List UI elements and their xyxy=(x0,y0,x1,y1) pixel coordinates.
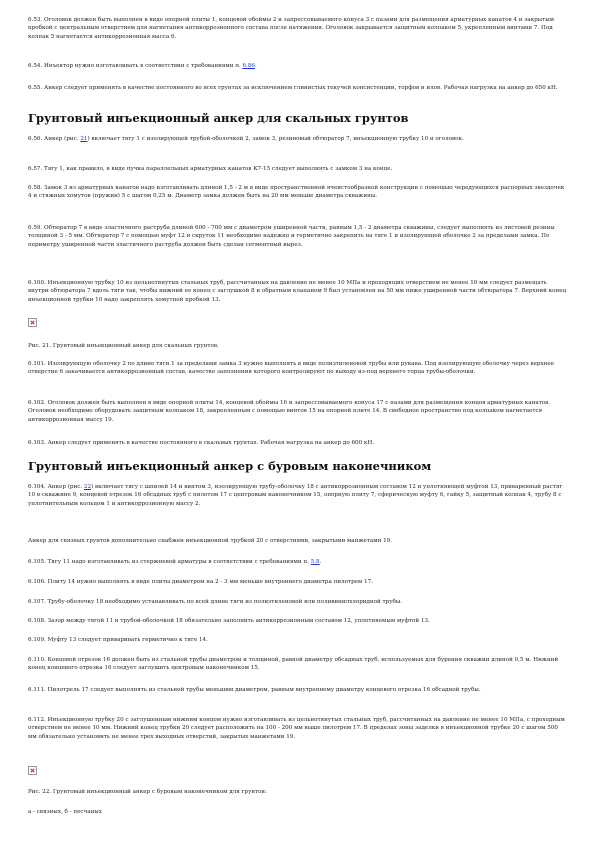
paragraph-6-110: 6.110. Концевой отрезок 16 должен быть из стальной трубы диаметром и толщиной, равной диаметру обсадных труб, используемых для бурения скважин длиной 0,5 м. Нижний конец концевого отрезка 16 следует заглушить центровым наконечником 15. xyxy=(28,657,559,672)
paragraph-6-112: 6.112. Инъекционную трубку 20 с заглушенным нижним концом нужно изготавливать из цельнотянутых стальных труб, рассчитанных на давление не менее 10 МПа, с проходным отверстием не менее 10 мм. Нижний конец трубки 20 следует расположить на 100 - 200 мм выше пилотрем 17. В пределах зоны заделки в инъекционной трубке 20 с шагом 500 мм обязательно установить не менее трех выходных отверстий, закрытых манжетами 19. xyxy=(28,717,565,740)
paragraph-6-57: 6.57. Тягу 1, как правило, в виде пучка параллельных арматурных канатов К7-15 следует выполнять с замком 3 на конце. xyxy=(28,166,393,172)
link-figure-22[interactable]: 22 xyxy=(83,484,92,490)
link-5-8[interactable]: 5.8 xyxy=(310,559,320,565)
paragraph-6-100: 6.100. Инъекционную трубку 10 из цельнотянутых стальных труб, рассчитанных на давление не менее 10 МПа и проходящих отверстием не менее 10 мм следует размещать внутри обтюратора 7 вдоль тяги так, чтобы нижний ее конец с заглушкой 8 и обратным клапаном 9 был установлен на 50 мм ниже уширенной части обтюратора 7. Верхний конец инъекционной трубки 10 надо закреплять хомутной пробкой 13. xyxy=(28,280,567,303)
paragraph-6-108: 6.108. Зазор между тягой 11 и трубой-оболочкой 18 обязательно заполнить антикоррозионным составом 12, уплотняемым муфтой 13. xyxy=(28,618,430,624)
figure-22-broken-image-icon xyxy=(28,766,37,775)
paragraph-6-106: 6.106. Плиту 14 нужно выполнять в виде плиты диаметром на 2 - 3 мм меньше внутреннего диаметра пилотрем 17. xyxy=(28,579,373,585)
figure-22-legend: а - связных, б - песчаных xyxy=(28,809,102,815)
link-6-86[interactable]: 6.86 xyxy=(242,63,255,69)
figure-22-caption: Рис. 22. Грунтовый инъекционный анкер с буровым наконечником для грунтов: xyxy=(28,789,267,795)
paragraph-6-53: 6.53. Оголовок должен быть выполнен в виде опорной плиты 1, концевой обоймы 2 и запрессовываемого конуса 3 с пазами для размещения арматурных канатов 4 и закрытым пробкой с центральным отверстием для нагнетания антикоррозионного состава после натяжения. Оголовок закрывается защитным колпаком 5, укрепленным винтами 7. Под колпак 5 нагнетается антикоррозионная масса 6. xyxy=(28,17,555,40)
figure-21-broken-image-icon xyxy=(28,318,37,327)
paragraph-6-104-cohesive: Анкер для связных грунтов дополнительно снабжен инъекционной трубкой 20 с отверстиями, закрытыми манжетами 19. xyxy=(28,538,393,544)
paragraph-6-103: 6.103. Анкер следует применять в качестве постоянного в скальных грунтах. Рабочая нагрузка на анкер до 600 кН. xyxy=(28,440,375,446)
paragraph-6-105: 6.105. Тягу 11 надо изготавливать из стержневой арматуры в соответствии с требованиями п. 5.8. xyxy=(28,559,322,565)
figure-21-caption: Рис. 21. Грунтовый инъекционный анкер для скальных грунтов. xyxy=(28,343,219,349)
paragraph-6-109: 6.109. Муфту 13 следует приваривать герметично к тяге 14. xyxy=(28,637,208,643)
paragraph-6-59: 6.59. Обтюратор 7 в виде эластичного раструба длиной 600 - 700 мм с диаметром уширенной части, равным 1,5 - 2 диаметра скважины, следует выполнять из листовой резины толщиной 3 - 5 мм. Обтюратор 7 с помощью муфт 12 и скруток 11 необходимо надежно и герметично закрепить на тяге 1 и изолирующей оболочке 2 за пределами замка. По периметру уширенной части эластичного раструба должен быть сделан сегментный вырез. xyxy=(28,225,555,248)
paragraph-6-104: 6.104. Анкер (рис. 22) включает тягу с шпилей 14 и винтом 3, изолирующую трубу-оболочку 18 с антикоррозионным составом 12 и уплотняющей муфтой 13, приваренный растяг 10 в скважине 9, концевой отрезок 16 обсадных труб с пилотом 17 с центровым наконечником 15, опорную плиту 7, сферическую муфту 6, гайку 5, защитный колпак 4, трубу 8 с уплотнительным кольцом 1 и антикоррозионную массу 2. xyxy=(28,484,563,507)
paragraph-6-58: 6.58. Замок 3 из арматурных канатов надо изготавливать длиной 1,5 - 2 м в виде пространственной ячеистообразной конструкции с помощью чередующихся распорных звездочек 4 и стяжных хомутов (пружин) 5 с шагом 0,25 м. Диаметр замка должен быть на 20 мм меньше диаметра скважины. xyxy=(28,185,565,200)
link-figure-21[interactable]: 21 xyxy=(80,136,88,142)
paragraph-6-55: 6.55. Анкер следует применять в качестве постоянного во всех грунтах за исключением глинистых текучей консистенции, торфов и илов. Рабочая нагрузка на анкер до 650 кН. xyxy=(28,85,558,91)
section-heading-rock-anchor: Грунтовый инъекционный анкер для скальных грунтов xyxy=(28,111,409,125)
paragraph-6-107: 6.107. Трубу-оболочку 18 необходимо устанавливать по всей длине тяги из полиэтиленовой или поливинилхлоридной трубы. xyxy=(28,599,403,605)
paragraph-6-102: 6.102. Оголовок должен быть выполнен в виде опорной плиты 14, концевой обоймы 16 и запрессовываемого конуса 17 с пазами для размещения концов арматурных канатов. Оголовок необходимо оборудовать защитным колпаком 18, закрепленным с помощью винтов 15 на опорной плите 14. В свободное пространство под колпаком нагнетается антикоррозионная массу 19. xyxy=(28,400,551,423)
paragraph-6-54: 6.54. Инъектор нужно изготавливать в соответствии с требованиями п. 6.86. xyxy=(28,63,257,69)
section-heading-drill-tip-anchor: Грунтовый инъекционный анкер с буровым наконечником xyxy=(28,459,432,473)
paragraph-6-111: 6.111. Пилотрель 17 следует выполнять из стальной трубы меньшим диаметром, равным внутреннему диаметру концевого отрезка 16 обсадной трубы. xyxy=(28,687,481,693)
paragraph-6-101: 6.101. Изолирующую оболочку 2 по длине тяги 1 за пределами замка 3 нужно выполнять в виде полиэтиленовой трубы или рукава. Под изолирующую оболочку через верхнее отверстие 6 закачивается антикоррозионный состав, качество заполнения которого контролируют по выходу из-под верхнего торца трубы-оболочки. xyxy=(28,361,554,376)
paragraph-6-56: 6.56. Анкер (рис. 21) включает тягу 1 с изолирующей трубой-оболочкой 2, замок 3, резиновый обтюратор 7, инъекционную трубку 10 и оголовок. xyxy=(28,136,464,142)
